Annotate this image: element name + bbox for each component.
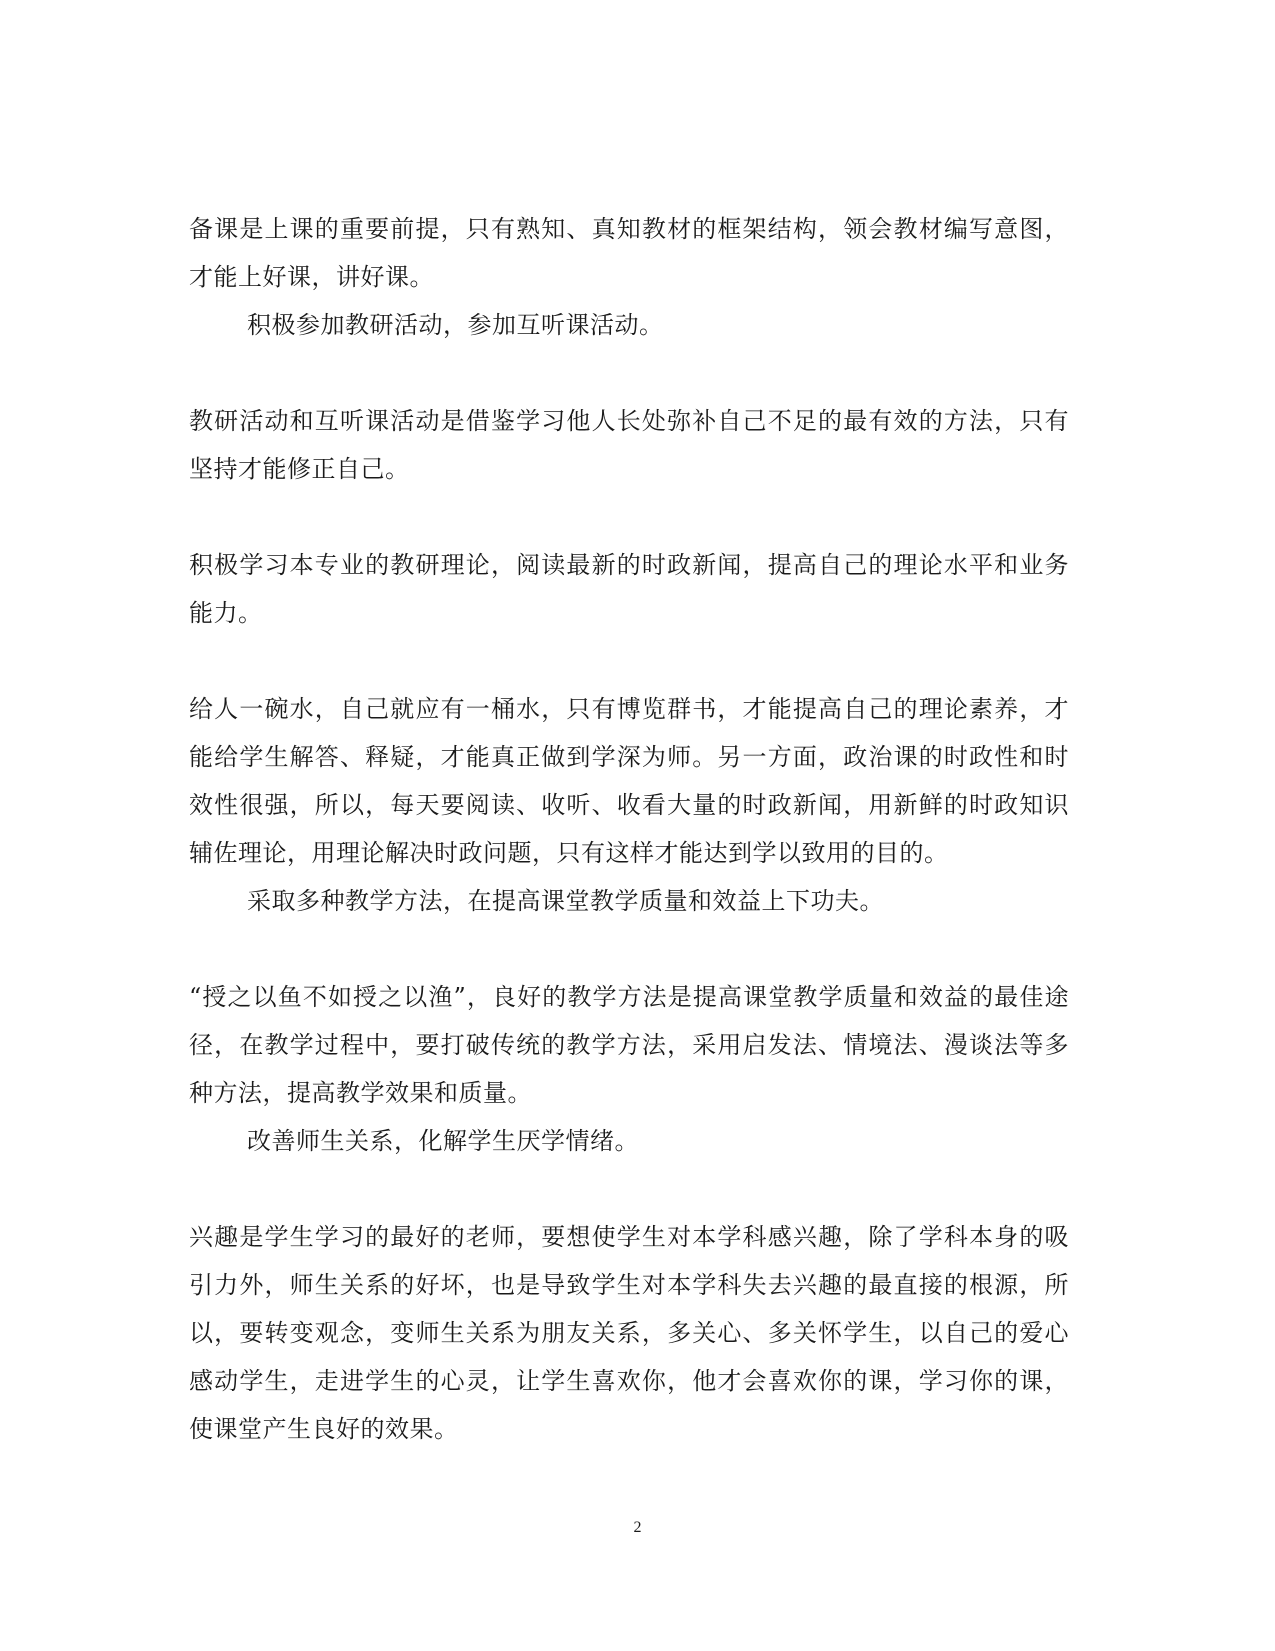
document-body [189, 205, 1069, 1453]
paragraph-research-benefit: 教研活动和互听课活动是借鉴学习他人长处弥补自己不足的最有效的方法，只有坚持才能修正自己。 [189, 407, 1069, 483]
paragraph-teach-to-fish: “授之以鱼不如授之以渔”，良好的教学方法是提高课堂教学质量和效益的最佳途径，在教学过程中，要打破传统的教学方法，采用启发法、情境法、漫谈法等多种方法，提高教学效果和质量。 [189, 983, 1069, 1107]
paragraph-interest: 兴趣是学生学习的最好的老师，要想使学生对本学科感兴趣，除了学科本身的吸引力外，师生关系的好坏，也是导致学生对本学科失去兴趣的最直接的根源，所以，要转变观念，变师生关系为朋友关系，多关心、多关怀学生，以自己的爱心感动学生，走进学生的心灵，让学生喜欢你，他才会喜欢你的课，学习你的课，使课堂产生良好的效果。 [189, 1223, 1069, 1443]
paragraph-study-theory: 积极学习本专业的教研理论，阅读最新的时政新闻，提高自己的理论水平和业务能力。 [189, 551, 1069, 627]
paragraph-bowl-of-water: 给人一碗水，自己就应有一桶水，只有博览群书，才能提高自己的理论素养，才能给学生解答、释疑，才能真正做到学深为师。另一方面，政治课的时政性和时效性很强，所以，每天要阅读、收听、收看大量的时政新闻，用新鲜的时政知识辅佐理论，用理论解决时政问题，只有这样才能达到学以致用的目的。 [189, 695, 1069, 867]
paragraph-heading-research: 积极参加教研活动，参加互听课活动。 [247, 311, 664, 339]
paragraph-lesson-prep: 备课是上课的重要前提，只有熟知、真知教材的框架结构，领会教材编写意图，才能上好课，讲好课。 [189, 215, 1069, 291]
page-number: 2 [633, 1519, 642, 1536]
paragraph-heading-relations: 改善师生关系，化解学生厌学情绪。 [247, 1127, 639, 1155]
paragraph-heading-methods: 采取多种教学方法，在提高课堂教学质量和效益上下功夫。 [247, 887, 884, 915]
